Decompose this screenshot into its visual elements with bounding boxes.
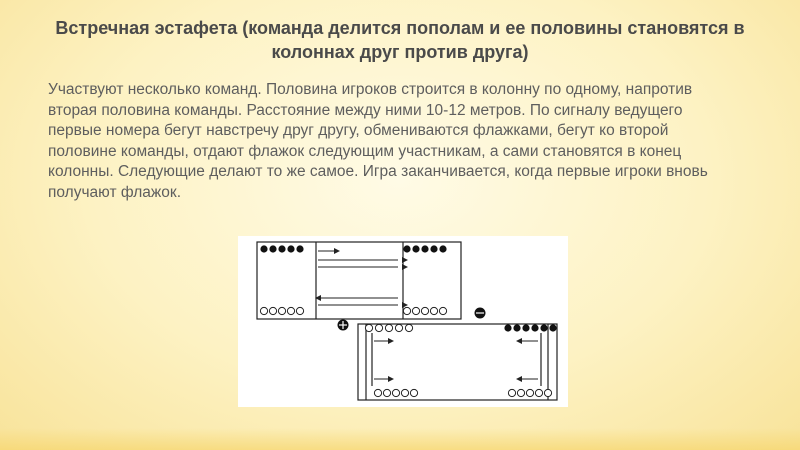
slide-body-text: Участвуют несколько команд. Половина игроков строится в колонну по одному, напротив вторая половина команды. Расстояние между ними 10-12 метров. По сигналу ведущего первые номера бегут навстречу друг другу, обмениваются флажками, бегут ко второй половине команды, отдают флажок следующим участникам, а сами становятся в конец колонны. Следующие делают то же самое. Игра заканчивается, когда первые игроки вновь получают флажок.	[48, 81, 708, 201]
relay-diagram-svg	[238, 236, 568, 407]
marker-left	[338, 320, 349, 331]
relay-diagram	[238, 236, 568, 407]
marker-right	[475, 308, 486, 319]
team-two-field	[358, 324, 557, 400]
team-one-field	[257, 242, 461, 319]
decorative-band	[0, 428, 800, 450]
slide-title: Встречная эстафета (команда делится пополам и ее половины становятся в колоннах друг против друга)	[55, 18, 745, 62]
